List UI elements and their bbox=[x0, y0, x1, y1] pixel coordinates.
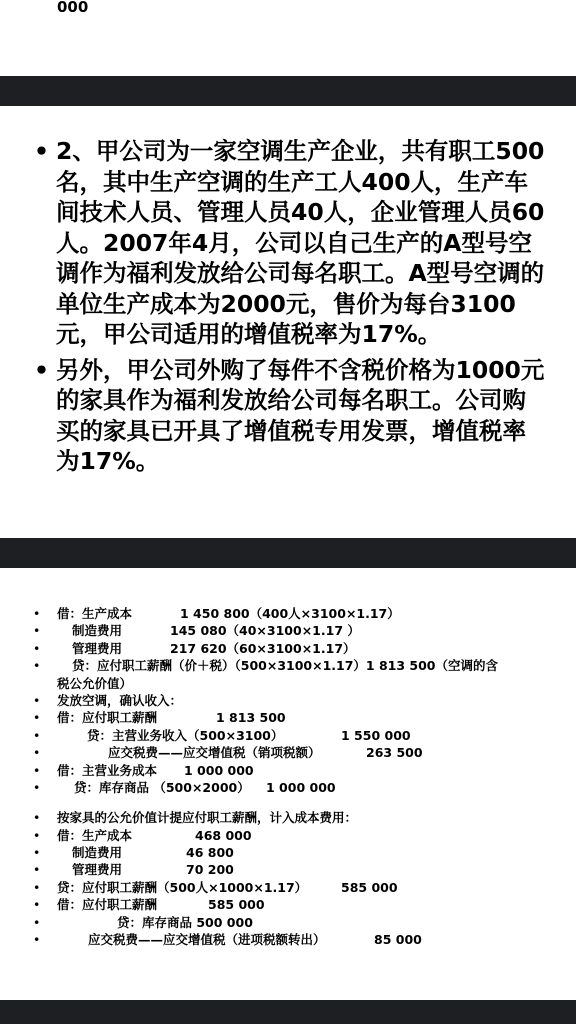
entry-value: 1 550 000 bbox=[341, 727, 411, 743]
entry-value: 217 620（60×3100×1.17） bbox=[170, 640, 356, 656]
slide-divider-3 bbox=[0, 1000, 576, 1024]
entry-line bbox=[0, 879, 576, 896]
entry-line bbox=[0, 622, 576, 639]
bullet-icon: • bbox=[34, 355, 50, 384]
entry-line bbox=[0, 827, 576, 844]
bullet-icon: • bbox=[33, 779, 41, 795]
journal-entry-list bbox=[0, 605, 576, 948]
entry-text: 管理费用 bbox=[72, 862, 123, 878]
entry-text: 贷：库存商品 500 000 bbox=[117, 914, 253, 930]
entry-value: 585 000 bbox=[208, 897, 265, 913]
entry-value: 70 200 bbox=[186, 862, 234, 878]
slide-divider-1 bbox=[0, 76, 576, 106]
entry-line bbox=[0, 692, 576, 709]
bullet-icon: • bbox=[33, 879, 41, 895]
entry-line-continuation bbox=[0, 675, 576, 692]
bullet-icon: • bbox=[33, 745, 41, 761]
bullet-icon: • bbox=[33, 640, 41, 656]
entry-text: 借：应付职工薪酬 bbox=[57, 897, 158, 913]
entry-text: 贷：应付职工薪酬（价＋税）（500×3100×1.17）1 813 500（空调的含 bbox=[72, 658, 499, 674]
problem-list bbox=[34, 136, 549, 482]
bullet-icon: • bbox=[33, 827, 41, 843]
group-spacer bbox=[0, 796, 576, 809]
bullet-icon: • bbox=[33, 762, 41, 778]
entry-value: 85 000 bbox=[374, 932, 422, 948]
entry-line bbox=[0, 779, 576, 796]
entry-text: 借：主营业务成本 bbox=[57, 762, 158, 778]
entry-value: 263 500 bbox=[366, 745, 423, 761]
entry-line bbox=[0, 762, 576, 779]
entry-text: 借：生产成本 bbox=[57, 827, 133, 843]
entry-text: 借：应付职工薪酬 bbox=[57, 710, 158, 726]
bullet-icon: • bbox=[34, 137, 50, 165]
entry-value: 145 080（40×3100×1.17 ） bbox=[170, 623, 360, 639]
bullet-icon: • bbox=[33, 606, 41, 621]
entry-line bbox=[0, 931, 576, 948]
bullet-icon: • bbox=[33, 897, 41, 913]
list-item bbox=[34, 355, 549, 477]
entry-text: 制造费用 bbox=[72, 623, 123, 639]
entry-line bbox=[0, 657, 576, 674]
previous-slide-fragment: 000 bbox=[57, 0, 89, 16]
slide-divider-2 bbox=[0, 538, 576, 568]
bullet-icon: • bbox=[33, 710, 41, 726]
entry-text: 贷：应付职工薪酬（500人×1000×1.17） bbox=[57, 879, 308, 895]
entry-line bbox=[0, 727, 576, 744]
entry-text: 税公允价值） bbox=[57, 675, 133, 691]
entry-value: 1 450 800（400人×3100×1.17） bbox=[180, 606, 400, 621]
entry-value: 1 813 500 bbox=[216, 710, 286, 726]
entry-text: 应交税费——应交增值税（销项税额） bbox=[108, 745, 321, 761]
entry-line bbox=[0, 744, 576, 761]
entry-line bbox=[0, 896, 576, 913]
bullet-icon: • bbox=[33, 932, 41, 948]
entry-text: 借：生产成本 bbox=[57, 606, 133, 621]
entry-text: 发放空调，确认收入： bbox=[57, 692, 183, 708]
entry-line bbox=[0, 605, 576, 622]
entry-line bbox=[0, 844, 576, 861]
entry-line bbox=[0, 709, 576, 726]
entry-text: 贷：主营业务收入（500×3100） bbox=[87, 727, 284, 743]
bullet-icon: • bbox=[33, 658, 41, 674]
bullet-icon: • bbox=[33, 845, 41, 861]
entry-value: 46 800 bbox=[186, 845, 234, 861]
bullet-icon: • bbox=[33, 623, 41, 639]
entry-value: 1 000 000 bbox=[184, 762, 254, 778]
bullet-icon: • bbox=[33, 692, 41, 708]
entry-value: 1 000 000 bbox=[266, 779, 336, 795]
problem-text: 另外，甲公司外购了每件不含税价格为1000元的家具作为福利发放给公司每名职工。公司购买的家具已开具了增值税专用发票，增值税率为17%。 bbox=[56, 355, 545, 475]
bullet-icon: • bbox=[33, 727, 41, 743]
entry-text: 按家具的公允价值计提应付职工薪酬，计入成本费用： bbox=[57, 810, 358, 826]
entry-text: 制造费用 bbox=[72, 845, 123, 861]
entry-text: 贷：库存商品 （500×2000） bbox=[74, 779, 250, 795]
entry-text: 管理费用 bbox=[72, 640, 123, 656]
entry-text: 应交税费——应交增值税（进项税额转出） bbox=[88, 932, 326, 948]
slide-journal-entries bbox=[0, 568, 576, 1000]
entry-value: 585 000 bbox=[341, 879, 398, 895]
problem-text: 2、甲公司为一家空调生产企业，共有职工500名，其中生产空调的生产工人400人，生产车间技术人员、管理人员40人，企业管理人员60人。2007年4月，公司以自己生产的A型号空调作为福利发放给公司每名职工。A型号空调的单位生产成本为2000元，售价为每台3100元，甲公司适用的增值税率为17%。 bbox=[56, 137, 545, 348]
entry-value: 468 000 bbox=[195, 827, 252, 843]
entry-line bbox=[0, 809, 576, 826]
entry-line bbox=[0, 640, 576, 657]
bullet-icon: • bbox=[33, 914, 41, 930]
slide-problem-statement bbox=[0, 106, 576, 538]
bullet-icon: • bbox=[33, 862, 41, 878]
bullet-icon: • bbox=[33, 810, 41, 826]
list-item bbox=[34, 136, 549, 350]
entry-line bbox=[0, 861, 576, 878]
entry-line bbox=[0, 914, 576, 931]
